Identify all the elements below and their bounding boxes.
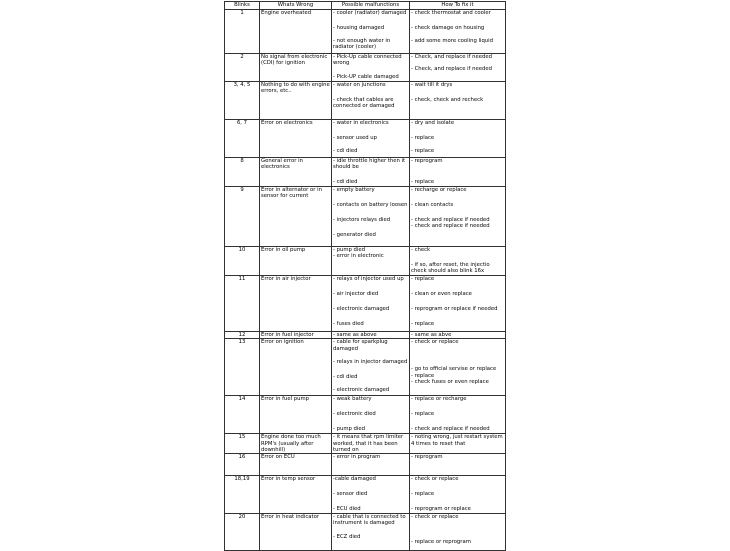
fix-cell [410,476,506,513]
whats-wrong-text: Nothing to do with engine errors, etc.. [261,82,330,95]
malfunctions-cell [332,187,410,247]
fix-cell [410,454,506,476]
fix-cell [410,513,506,550]
table-row [225,10,506,54]
fix-item: - check or replace [411,339,459,346]
malfunction-item: - cdi died [333,179,358,185]
table-row [225,339,506,396]
malfunctions-cell [332,120,410,158]
table-row [225,120,506,158]
header-how-to-fix: How To fix it [410,2,506,10]
table-row [225,275,506,331]
whats-wrong-cell [260,54,332,82]
fix-item: - replace [411,275,435,282]
malfunction-item: - weak battery [333,396,372,403]
fix-cell [410,187,506,247]
fix-item: - replace or recharge [411,396,467,403]
fix-item: - reprogram [411,454,443,461]
blinks-cell: 13 [225,339,260,396]
fix-item: - check and replace if needed [411,426,490,433]
malfunction-item: - cdi died [333,374,358,381]
malfunction-item: - not enough water in radiator (cooler) [333,38,391,51]
fix-item: - noting wrong, just restart system 4 times to reset that [411,434,503,447]
blinks-cell: 9 [225,187,260,247]
table-row [225,54,506,82]
fix-item: - if so, after reset, the injectio check should also blink 16x [411,262,490,275]
whats-wrong-text: Error in fuel pump [261,396,309,403]
table-row [225,454,506,476]
blinks-cell: 6, 7 [225,120,260,158]
malfunction-item: - housing damaged [333,25,385,31]
fix-item: - check or replace [411,513,459,520]
malfunctions-cell [332,476,410,513]
fix-item: - dry and isolate [411,120,455,126]
fix-cell [410,396,506,434]
troubleshooting-table [224,1,506,551]
malfunction-item: - water in electronics [333,120,389,126]
table-row [225,158,506,187]
whats-wrong-cell [260,434,332,454]
malfunction-item: - cable that is connected to instrument is damaged [333,513,406,527]
table-body [225,10,506,551]
malfunctions-cell [332,396,410,434]
fix-item: - Check, and replace if needed [411,54,493,60]
fix-item: - Check, and replace if needed [411,66,493,72]
malfunctions-cell [332,247,410,276]
fix-item: - same as abve [411,331,452,338]
whats-wrong-cell [260,120,332,158]
malfunction-item: - cooler (radiator) damaged [333,10,407,16]
fix-item: - check and replace if needed - check and replace if needed [411,217,490,230]
fix-item: - reprogram or replace if needed [411,305,498,312]
malfunction-item: - contacts on battery loosen [333,202,408,208]
whats-wrong-text: Error on ECU [261,454,295,461]
fix-item: - check [411,247,431,253]
whats-wrong-cell [260,187,332,247]
fix-cell [410,275,506,331]
blinks-cell: 16 [225,454,260,476]
fix-cell [410,54,506,82]
whats-wrong-text: Error in temp sensor [261,476,316,483]
fix-item: - wait till it drys [411,82,453,88]
malfunction-item: - ECZ died [333,533,361,540]
fix-item: - replace [411,411,435,418]
fix-item: - reprogram or replace [411,506,471,513]
whats-wrong-text: General error in electronics [261,158,303,171]
malfunctions-cell [332,10,410,54]
whats-wrong-cell [260,339,332,396]
whats-wrong-text: Error in alternator or in sensor for current [261,187,322,200]
malfunctions-cell [332,513,410,550]
blinks-cell: 20 [225,513,260,550]
whats-wrong-cell [260,476,332,513]
malfunction-item: - Pick-UP cable damaged [333,74,399,80]
whats-wrong-text: Engine done too much RPM's (usually after downhill) [261,434,321,454]
whats-wrong-cell [260,82,332,120]
fix-item: - reprogram [411,158,443,164]
blinks-cell: 11 [225,275,260,331]
malfunctions-cell [332,275,410,331]
whats-wrong-cell [260,396,332,434]
whats-wrong-cell [260,247,332,276]
blinks-cell: 18,19 [225,476,260,513]
malfunction-item: - relays in injector damaged [333,359,408,366]
malfunction-item: - sensor used up [333,135,377,141]
malfunction-item: - water on junctions [333,82,386,88]
fix-item: - check, check and recheck [411,97,484,103]
header-whats-wrong: Whats Wrong [260,2,332,10]
fix-cell [410,247,506,276]
table-row [225,82,506,120]
whats-wrong-text: Error on ignition [261,339,304,346]
fix-item: - add some more cooling liquid [411,38,493,44]
malfunction-item: - injectors relays died [333,217,391,223]
malfunction-item: - pump died - error in electronic [333,247,384,260]
malfunctions-cell [332,82,410,120]
malfunction-item: - pump died [333,426,365,433]
malfunction-item: - check that cables are connected or damaged [333,97,395,110]
header-possible-malfunctions: Possible malfunctions [332,2,410,10]
malfunction-item: - electronic damaged [333,305,390,312]
whats-wrong-text: Error in oil pump [261,247,306,253]
malfunction-item: - error in program [333,454,381,461]
whats-wrong-cell [260,10,332,54]
malfunctions-cell [332,331,410,338]
malfunctions-cell [332,454,410,476]
table-row [225,513,506,550]
malfunction-item: - empty battery [333,187,375,193]
blinks-cell: 3, 4, 5 [225,82,260,120]
malfunction-item: - same as above [333,331,377,338]
whats-wrong-text: Error in air injector [261,275,311,282]
whats-wrong-text: Error in fuel injector [261,331,314,338]
fix-item: - check or replace [411,476,459,483]
table-row [225,331,506,338]
malfunctions-cell [332,434,410,454]
blinks-cell: 2 [225,54,260,82]
blinks-cell: 15 [225,434,260,454]
fix-cell [410,120,506,158]
malfunctions-cell [332,339,410,396]
fix-cell [410,82,506,120]
table-row [225,396,506,434]
fix-cell [410,158,506,187]
whats-wrong-text: Error on electronics [261,120,313,126]
fix-item: - go to official servise or replace - replace - check fuses or even replace [411,366,497,386]
whats-wrong-text: Error in heat indicator [261,513,320,520]
malfunction-item: - Pick-Up cable connected wrong [333,54,402,67]
table-row [225,187,506,247]
malfunction-item: - cdi died [333,148,358,154]
malfunction-item: - air injector died [333,290,379,297]
blinks-cell: 1 [225,10,260,54]
whats-wrong-text: Engine overheated [261,10,312,16]
malfunctions-cell [332,158,410,187]
whats-wrong-cell [260,454,332,476]
whats-wrong-cell [260,158,332,187]
header-row [225,2,506,10]
fix-cell [410,331,506,338]
table-row [225,247,506,276]
malfunction-item: - idle throttle higher then it should be [333,158,406,171]
whats-wrong-text: No signal from electronic (CDI) for ignition [261,54,328,67]
malfunction-item: -cable damaged [333,476,376,483]
whats-wrong-cell [260,275,332,331]
header-blinks: Blinks [225,2,260,10]
malfunction-item: - sensor died [333,491,368,498]
blinks-cell: 8 [225,158,260,187]
fix-item: - recharge or replace [411,187,467,193]
malfunction-item: - generator died [333,232,376,238]
fix-item: - clean or even replace [411,290,472,297]
fix-item: - replace [411,135,435,141]
whats-wrong-cell [260,331,332,338]
fix-item: - check thermostat and cooler [411,10,491,16]
malfunction-item: - it means that rpm limiter worked, that it has been turned on [333,434,404,454]
whats-wrong-cell [260,513,332,550]
malfunction-item: - electronic damaged [333,387,390,394]
table-row [225,434,506,454]
malfunction-item: - fuses died [333,320,364,327]
table-row [225,476,506,513]
blinks-cell: 14 [225,396,260,434]
malfunction-item: - relays of injector used up [333,275,404,282]
fix-item: - replace [411,179,435,185]
malfunctions-cell [332,54,410,82]
fix-item: - replace [411,320,435,327]
malfunction-item: - electronic died [333,411,376,418]
malfunction-item: - cable for sparkplug damaged [333,339,388,352]
fix-item: - clean contacts [411,202,454,208]
fix-cell [410,339,506,396]
fix-item: - check damage on housing [411,25,485,31]
fix-item: - replace [411,491,435,498]
malfunction-item: - ECU died [333,506,361,513]
blinks-cell: 10 [225,247,260,276]
fix-item: - replace [411,148,435,154]
fix-item: - replace or reprogram [411,538,471,545]
fix-cell [410,434,506,454]
fix-cell [410,10,506,54]
blinks-cell: 12 [225,331,260,338]
